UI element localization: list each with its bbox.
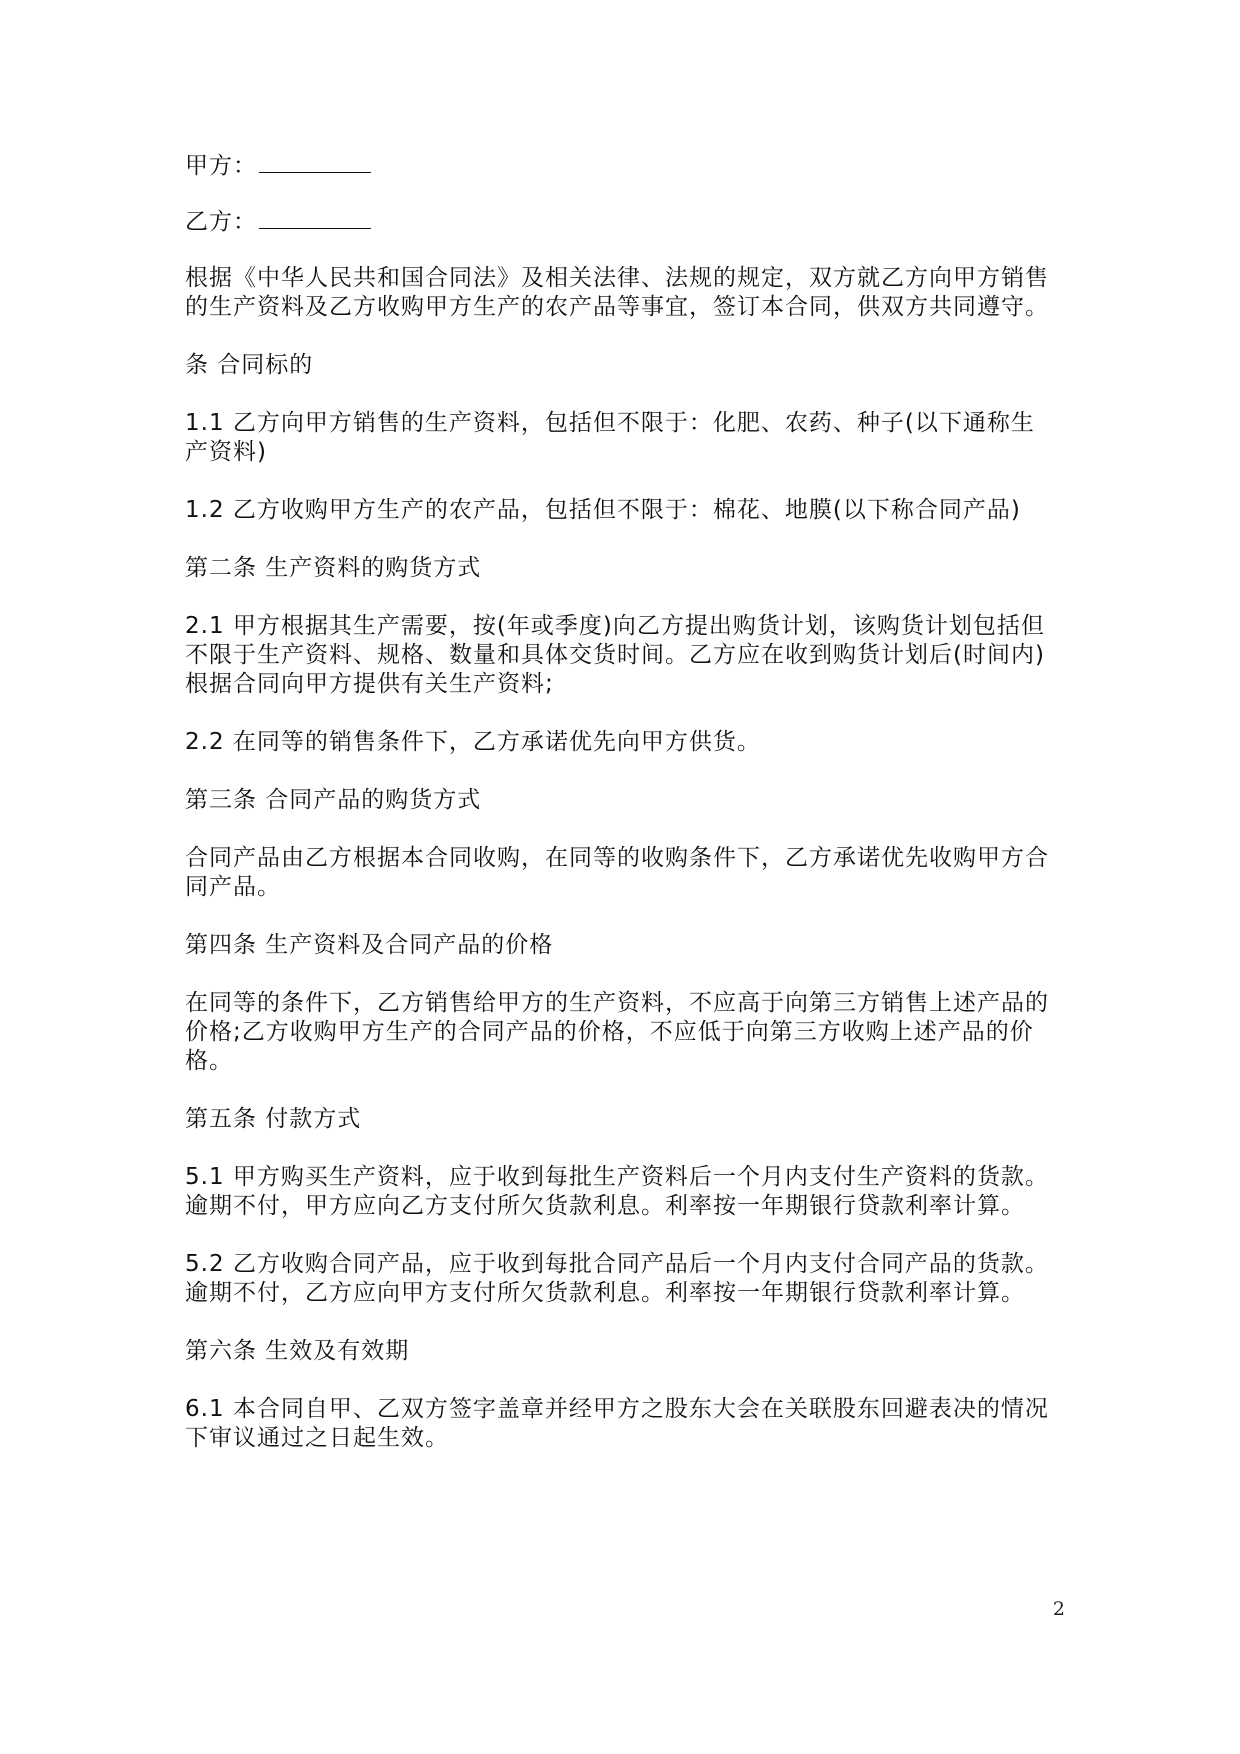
document-body [185, 152, 1055, 1482]
article-4-title: 第四条 生产资料及合同产品的价格 [185, 932, 554, 958]
party-a-label: 甲方： [185, 153, 257, 179]
article-1-clause-2: 1.2 乙方收购甲方生产的农产品，包括但不限于：棉花、地膜(以下称合同产品) [185, 497, 1021, 523]
article-4-body: 在同等的条件下，乙方销售给甲方的生产资料，不应高于向第三方销售上述产品的价格;乙方收购甲方生产的合同产品的价格，不应低于向第三方收购上述产品的价格。 [185, 990, 1049, 1074]
party-a-blank [259, 152, 371, 173]
article-3-body: 合同产品由乙方根据本合同收购，在同等的收购条件下，乙方承诺优先收购甲方合同产品。 [185, 845, 1049, 900]
party-b-label: 乙方： [185, 209, 257, 235]
party-a-line [185, 152, 1055, 181]
article-1-title: 条 合同标的 [185, 352, 314, 378]
article-2-clause-2: 2.2 在同等的销售条件下，乙方承诺优先向甲方供货。 [185, 729, 761, 755]
page-number: 2 [1052, 1598, 1065, 1620]
party-b-blank [259, 208, 371, 229]
article-6-title: 第六条 生效及有效期 [185, 1338, 410, 1364]
article-2-title: 第二条 生产资料的购货方式 [185, 555, 482, 581]
article-5-clause-1: 5.1 甲方购买生产资料，应于收到每批生产资料后一个月内支付生产资料的货款。逾期不付，甲方应向乙方支付所欠货款利息。利率按一年期银行贷款利率计算。 [185, 1164, 1049, 1219]
article-2-clause-1: 2.1 甲方根据其生产需要，按(年或季度)向乙方提出购货计划，该购货计划包括但不限于生产资料、规格、数量和具体交货时间。乙方应在收到购货计划后(时间内)根据合同向甲方提供有关生产资料; [185, 613, 1045, 697]
article-5-clause-2: 5.2 乙方收购合同产品，应于收到每批合同产品后一个月内支付合同产品的货款。逾期不付，乙方应向甲方支付所欠货款利息。利率按一年期银行贷款利率计算。 [185, 1251, 1049, 1306]
preamble: 根据《中华人民共和国合同法》及相关法律、法规的规定，双方就乙方向甲方销售的生产资料及乙方收购甲方生产的农产品等事宜，签订本合同，供双方共同遵守。 [185, 265, 1049, 320]
article-3-title: 第三条 合同产品的购货方式 [185, 787, 482, 813]
article-1-clause-1: 1.1 乙方向甲方销售的生产资料，包括但不限于：化肥、农药、种子(以下通称生产资料) [185, 410, 1035, 465]
article-6-clause-1: 6.1 本合同自甲、乙双方签字盖章并经甲方之股东大会在关联股东回避表决的情况下审议通过之日起生效。 [185, 1396, 1049, 1451]
party-b-line [185, 208, 1055, 237]
article-5-title: 第五条 付款方式 [185, 1106, 362, 1132]
